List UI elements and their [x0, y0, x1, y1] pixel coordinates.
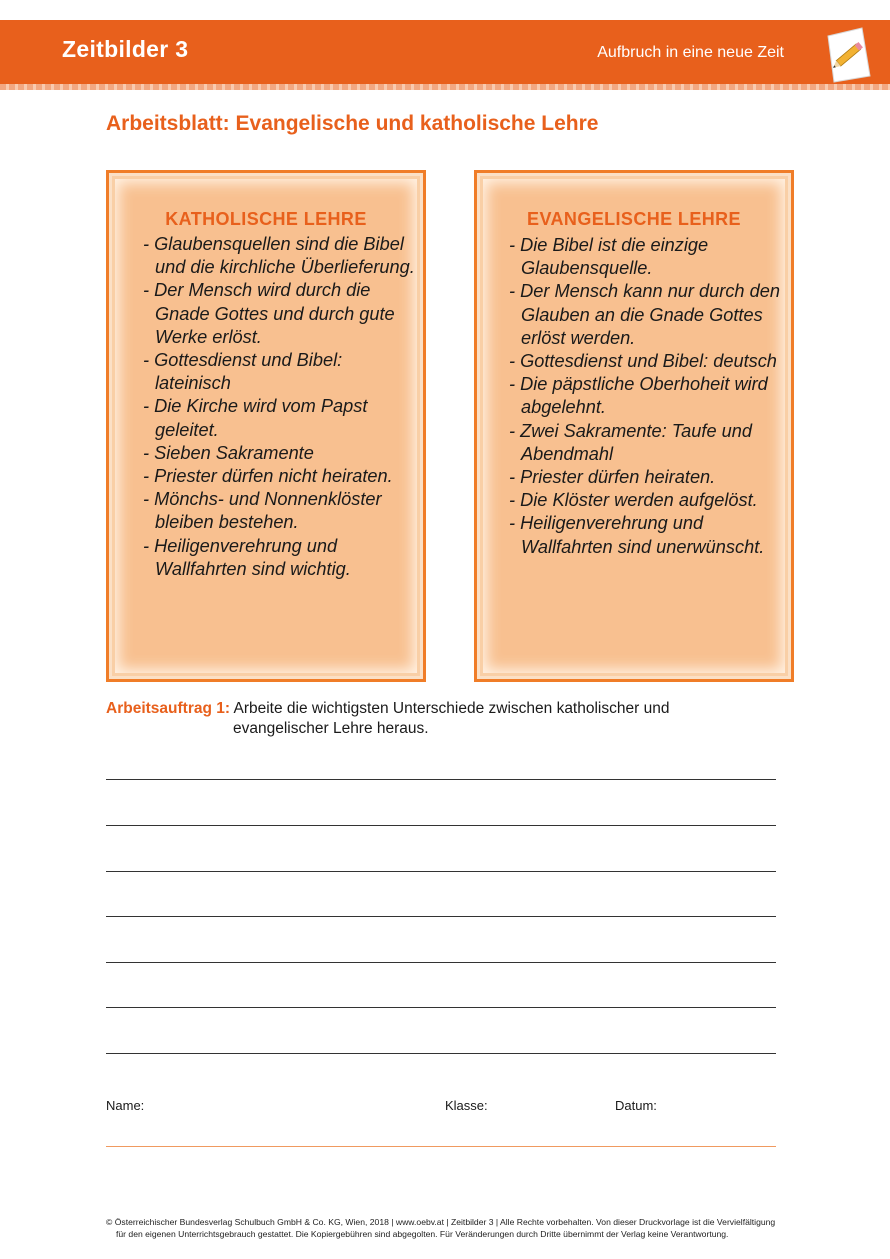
footer-line2: für den eigenen Unterrichtsgebrauch gestattet. Die Kopiergebühren sind abgegolten. Für Veränderungen durch Dritte übernimmt der Verlag keine Verantwortung. — [116, 1229, 729, 1239]
answer-line[interactable] — [106, 871, 776, 872]
list-item: - Die Kirche wird vom Papst geleitet. — [143, 396, 368, 440]
list-item: - Zwei Sakramente: Taufe und Abendmahl — [509, 420, 752, 464]
answer-line[interactable] — [106, 1007, 776, 1008]
list-item: - Die päpstliche Oberhoheit wird abgelehnt. — [509, 374, 768, 418]
list-item: - Mönchs- und Nonnenklöster bleiben bestehen. — [143, 489, 382, 533]
answer-line[interactable] — [106, 962, 776, 963]
list-item: - Der Mensch wird durch die Gnade Gottes und durch gute Werke erlöst. — [143, 280, 395, 347]
page-title: Arbeitsblatt: Evangelische und katholische Lehre — [106, 112, 599, 135]
footer-line1: © Österreichischer Bundesverlag Schulbuch GmbH & Co. KG, Wien, 2018 | www.oebv.at | Zeitbilder 3 | Alle Rechte vorbehalten. Von dieser Druckvorlage ist die Vervielfältigung — [106, 1217, 776, 1227]
answer-line[interactable] — [106, 916, 776, 917]
answer-line[interactable] — [106, 825, 776, 826]
list-item: - Sieben Sakramente — [143, 442, 314, 463]
catholic-list — [143, 233, 415, 581]
name-class-date-line[interactable] — [106, 1146, 776, 1147]
protestant-list — [509, 234, 783, 559]
protestant-heading: EVANGELISCHE LEHRE — [527, 209, 741, 229]
series-title: Zeitbilder 3 — [62, 36, 189, 62]
answer-line[interactable] — [106, 1053, 776, 1054]
list-item: - Gottesdienst und Bibel: deutsch — [509, 351, 777, 372]
list-item: - Glaubensquellen sind die Bibel und die kirchliche Überlieferung. — [143, 234, 415, 278]
answer-line[interactable] — [106, 779, 776, 780]
date-label: Datum: — [615, 1098, 657, 1113]
catholic-heading: KATHOLISCHE LEHRE — [165, 209, 367, 229]
task-text-line1: Arbeite die wichtigsten Unterschiede zwischen katholischer und — [233, 700, 670, 717]
class-label: Klasse: — [445, 1098, 488, 1113]
list-item: - Priester dürfen heiraten. — [509, 467, 716, 488]
list-item: - Die Klöster werden aufgelöst. — [509, 490, 758, 511]
chapter-subtitle: Aufbruch in eine neue Zeit — [597, 44, 784, 61]
task-label: Arbeitsauftrag 1: — [106, 700, 231, 717]
list-item: - Priester dürfen nicht heiraten. — [143, 466, 393, 487]
task-text-line2: evangelischer Lehre heraus. — [233, 720, 429, 737]
task-instruction — [106, 699, 746, 739]
list-item: - Gottesdienst und Bibel: lateinisch — [143, 350, 343, 394]
copyright-footer — [106, 1216, 786, 1240]
list-item: - Der Mensch kann nur durch den Glauben an die Gnade Gottes erlöst werden. — [509, 281, 780, 348]
header-stripe — [0, 84, 890, 90]
list-item: - Heiligenverehrung und Wallfahrten sind wichtig. — [143, 535, 351, 579]
catholic-doctrine-box — [106, 170, 426, 682]
pencil-icon — [822, 26, 874, 84]
protestant-doctrine-box — [474, 170, 794, 682]
list-item: - Die Bibel ist die einzige Glaubensquelle. — [509, 235, 709, 279]
name-label: Name: — [106, 1098, 145, 1113]
list-item: - Heiligenverehrung und Wallfahrten sind unerwünscht. — [509, 513, 765, 557]
